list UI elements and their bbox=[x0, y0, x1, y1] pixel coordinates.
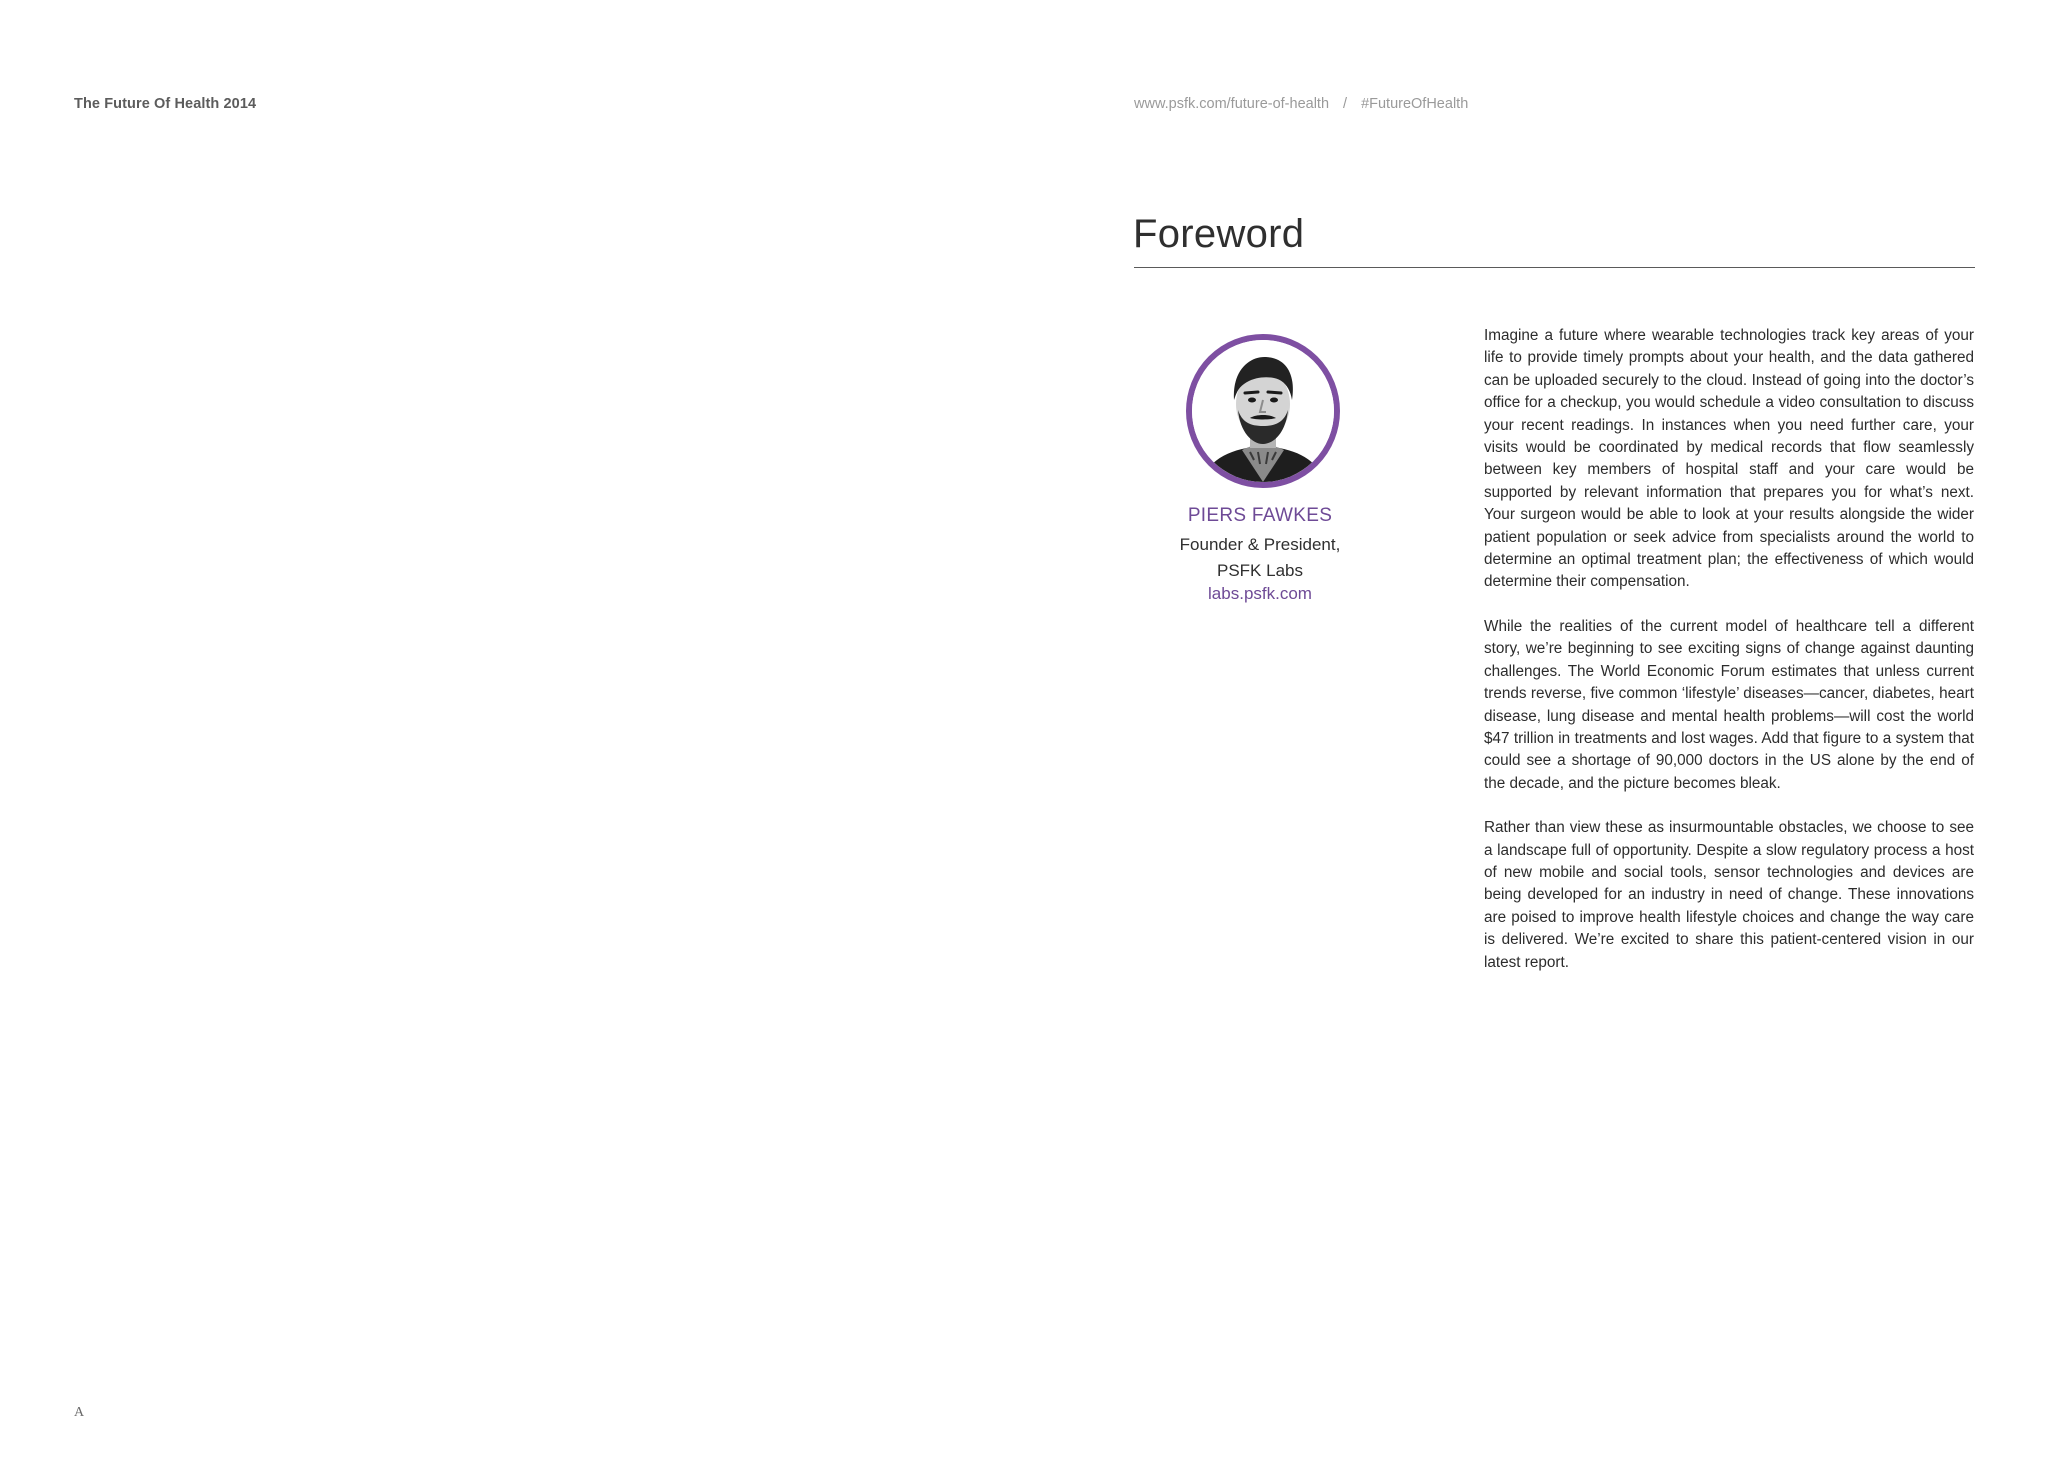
foreword-paragraph-2: While the realities of the current model of healthcare tell a different story, we’re beginning to see exciting signs of change against daunting challenges. The World Economic Forum estimates that unless current trends reverse, five common ‘lifestyle’ diseases—cancer, diabetes, heart disease, lung disease and mental health problems—will cost the world $47 trillion in treatments and lost wages. Add that figure to a system that could see a shortage of 90,000 doctors in the US alone by the end of the decade, and the picture becomes bleak. bbox=[1484, 617, 1974, 792]
author-role-company: PSFK Labs bbox=[1217, 561, 1303, 580]
section-title: Foreword bbox=[1133, 212, 1305, 256]
header-links bbox=[1134, 96, 1468, 112]
foreword-body bbox=[1484, 325, 1974, 996]
header-separator: / bbox=[1343, 96, 1348, 112]
author-avatar bbox=[1186, 334, 1340, 488]
author-role bbox=[1134, 532, 1386, 584]
portrait-photo-icon bbox=[1192, 340, 1334, 482]
document-title: The Future Of Health 2014 bbox=[74, 96, 257, 112]
report-url-link[interactable]: www.psfk.com/future-of-health bbox=[1134, 96, 1330, 112]
page-marker: A bbox=[74, 1405, 85, 1420]
author-website-link[interactable]: labs.psfk.com bbox=[1208, 584, 1312, 603]
foreword-paragraph-1: Imagine a future where wearable technologies track key areas of your life to provide timely prompts about your health, and the data gathered can be uploaded securely to the cloud. Instead of going into the doctor’s office for a checkup, you would schedule a video consultation to discuss your recent readings. In instances when you need further care, your visits would be coordinated by medical records that flow seamlessly between key members of hospital staff and your care would be supported by relevant information that prepares you for what’s next. Your surgeon would be able to look at your results alongside the wider patient population or seek advice from specialists around the world to determine an optimal treatment plan; the effectiveness of which would determine their compensation. bbox=[1484, 327, 1974, 591]
foreword-paragraph-3: Rather than view these as insurmountable obstacles, we choose to see a landscape full of opportunity. Despite a slow regulatory process a host of new mobile and social tools, sensor technologies and devices are being developed for an industry in need of change. These innovations are poised to improve health lifestyle choices and change the way care is delivered. We’re excited to share this patient-centered vision in our latest report. bbox=[1484, 819, 1974, 971]
author-name: PIERS FAWKES bbox=[1187, 505, 1333, 526]
author-role-title: Founder & President, bbox=[1179, 535, 1341, 554]
title-divider bbox=[1134, 267, 1975, 268]
hashtag-text: #FutureOfHealth bbox=[1361, 96, 1469, 112]
